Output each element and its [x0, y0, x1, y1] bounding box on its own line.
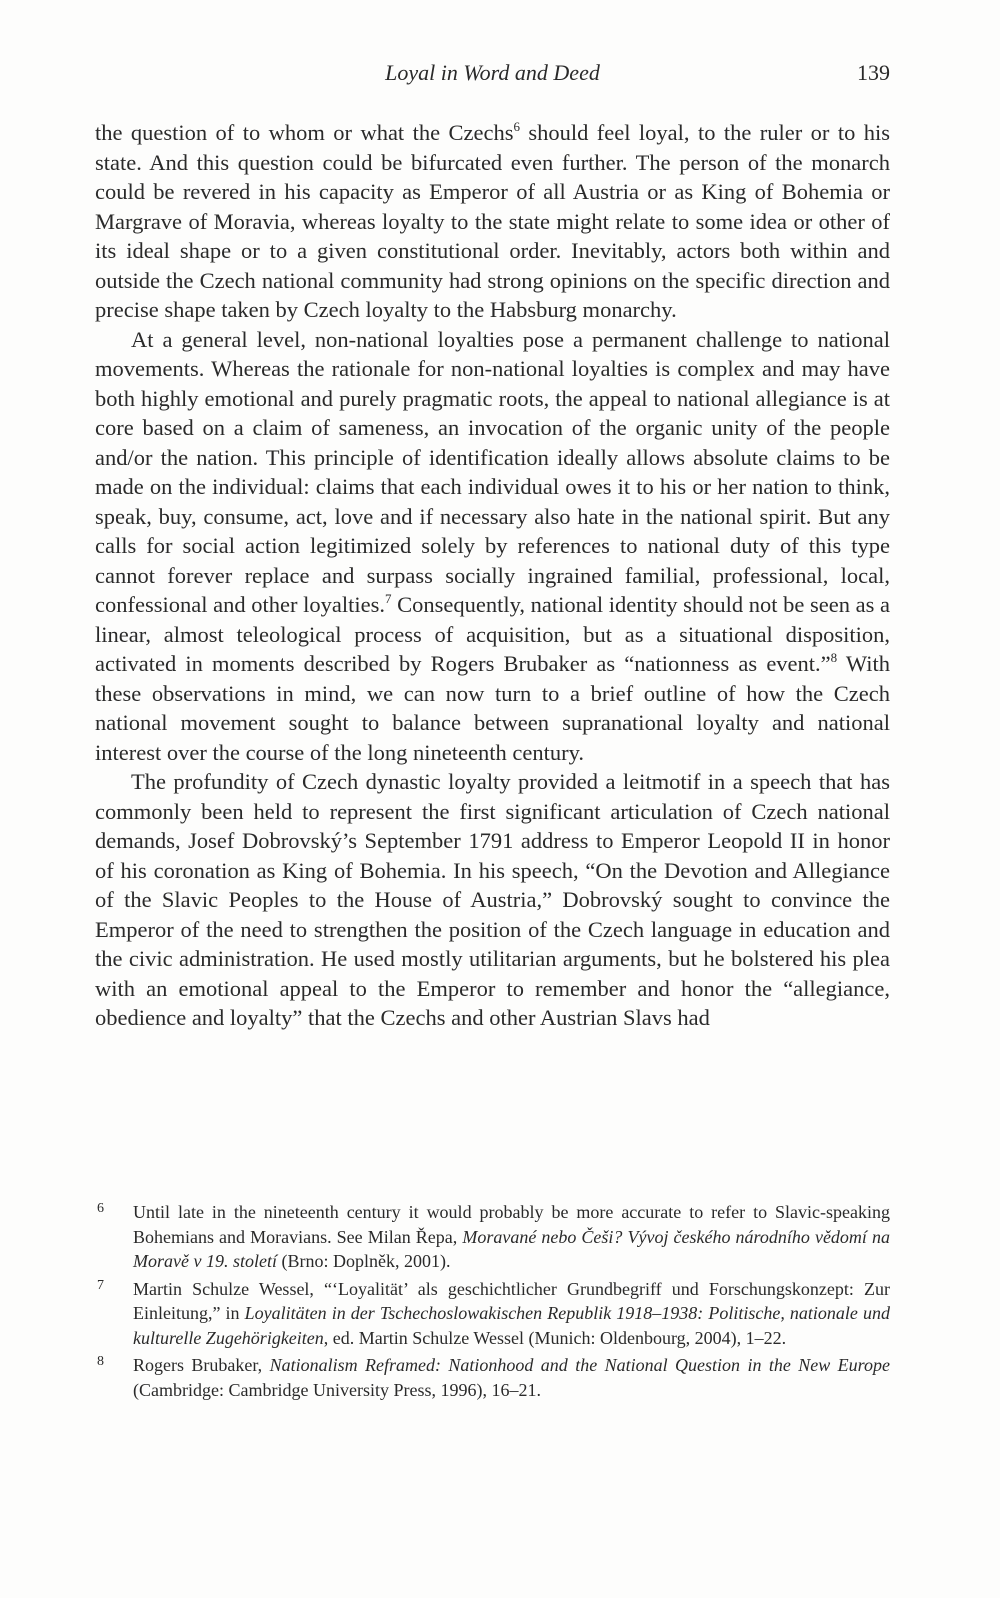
footnote-number: 7	[97, 1277, 104, 1293]
footnote-ref-8: 8	[830, 650, 838, 665]
running-head	[95, 60, 890, 92]
paragraph-1-text-a: the question of to whom or what the Czechs	[95, 120, 514, 145]
footnote-text: Martin Schulze Wessel, “‘Loyalität’ als geschichtlicher Grundbegriff und Forschungskonzept: Zur Einleitung,” in	[133, 1278, 890, 1323]
page-number: 139	[857, 60, 890, 85]
footnote-ref-6: 6	[513, 119, 520, 134]
paragraph-1	[95, 118, 890, 325]
footnote-7	[95, 1277, 890, 1351]
paragraph-2	[95, 325, 890, 768]
footnote-8	[95, 1353, 890, 1402]
paragraph-2-text-a: At a general level, non-national loyalties pose a permanent challenge to national movements. Whereas the rationale for non-national loyalties is complex and may have both highly emotional and purely pragmatic roots, the appeal to national allegiance is at core based on a claim of sameness, an invocation of the organic unity of the people and/or the nation. This principle of identification ideally allows absolute claims to be made on the individual: claims that each individual owes it to his or her nation to think, speak, buy, consume, act, love and if necessary also hate in the national spirit. But any calls for social action legitimized solely by references to national duty of this type cannot forever replace and surpass socially ingrained familial, professional, local, confessional and other loyalties.	[95, 326, 890, 617]
footnote-title: Loyalitäten in der Tschechoslowakischen Republik 1918–1938: Politische, nationale und kulturelle Zugehörigkeiten	[133, 1303, 891, 1348]
footnote-6	[95, 1200, 890, 1274]
footnote-text: , ed. Martin Schulze Wessel (Munich: Oldenbourg, 2004), 1–22.	[323, 1327, 787, 1348]
footnote-title: Nationalism Reframed: Nationhood and the National Question in the New Europe	[269, 1355, 890, 1375]
footnote-number: 6	[97, 1201, 104, 1216]
paragraph-2-text-c: With these observations in mind, we can now turn to a brief outline of how the Czech national movement sought to balance between supranational loyalty and national interest over the course of the long nineteenth century.	[95, 651, 890, 765]
footnote-text: Rogers Brubaker,	[133, 1355, 270, 1375]
footnote-text: Until late in the nineteenth century it would probably be more accurate to refer to Slavic-speaking Bohemians and Moravians. See Milan Řepa,	[133, 1202, 890, 1247]
footnote-ref-7: 7	[384, 591, 392, 606]
paragraph-2-text-b: Consequently, national identity should not be seen as a linear, almost teleological process of acquisition, but as a situational disposition, activated in moments described by Rogers Brubaker as “nationness as event.”	[95, 592, 890, 676]
footnote-text: (Cambridge: Cambridge University Press, 1996), 16–21.	[133, 1379, 541, 1400]
footnote-number: 8	[97, 1354, 104, 1369]
footnotes	[95, 1200, 890, 1405]
body-text	[95, 118, 890, 1033]
paragraph-1-text-b: should feel loyal, to the ruler or to his state. And this question could be bifurcated even further. The person of the monarch could be revered in his capacity as Emperor of all Austria or as King of Bohemia or Margrave of Moravia, whereas loyalty to the state might relate to some idea or other of its ideal shape or to a given constitutional order. Inevitably, actors both within and outside the Czech national community had strong opinions on the specific direction and precise shape taken by Czech loyalty to the Habsburg monarchy.	[95, 120, 890, 322]
footnote-text: (Brno: Doplněk, 2001).	[276, 1251, 451, 1271]
running-title: Loyal in Word and Deed	[385, 60, 600, 85]
footnote-title: Moravané nebo Češi? Vývoj českého národního vědomí na Moravě v 19. století	[133, 1226, 890, 1271]
paragraph-3: The profundity of Czech dynastic loyalty provided a leitmotif in a speech that has commonly been held to represent the first significant articulation of Czech national demands, Josef Dobrovský’s September 1791 address to Emperor Leopold II in honor of his coronation as King of Bohemia. In his speech, “On the Devotion and Allegiance of the Slavic Peoples to the House of Austria,” Dobrovský sought to convince the Emperor of the need to strengthen the position of the Czech language in education and the civic administration. He used mostly utilitarian arguments, but he bolstered his plea with an emotional appeal to the Emperor to remember and honor the “allegiance, obedience and loyalty” that the Czechs and other Austrian Slavs had	[95, 769, 890, 1030]
